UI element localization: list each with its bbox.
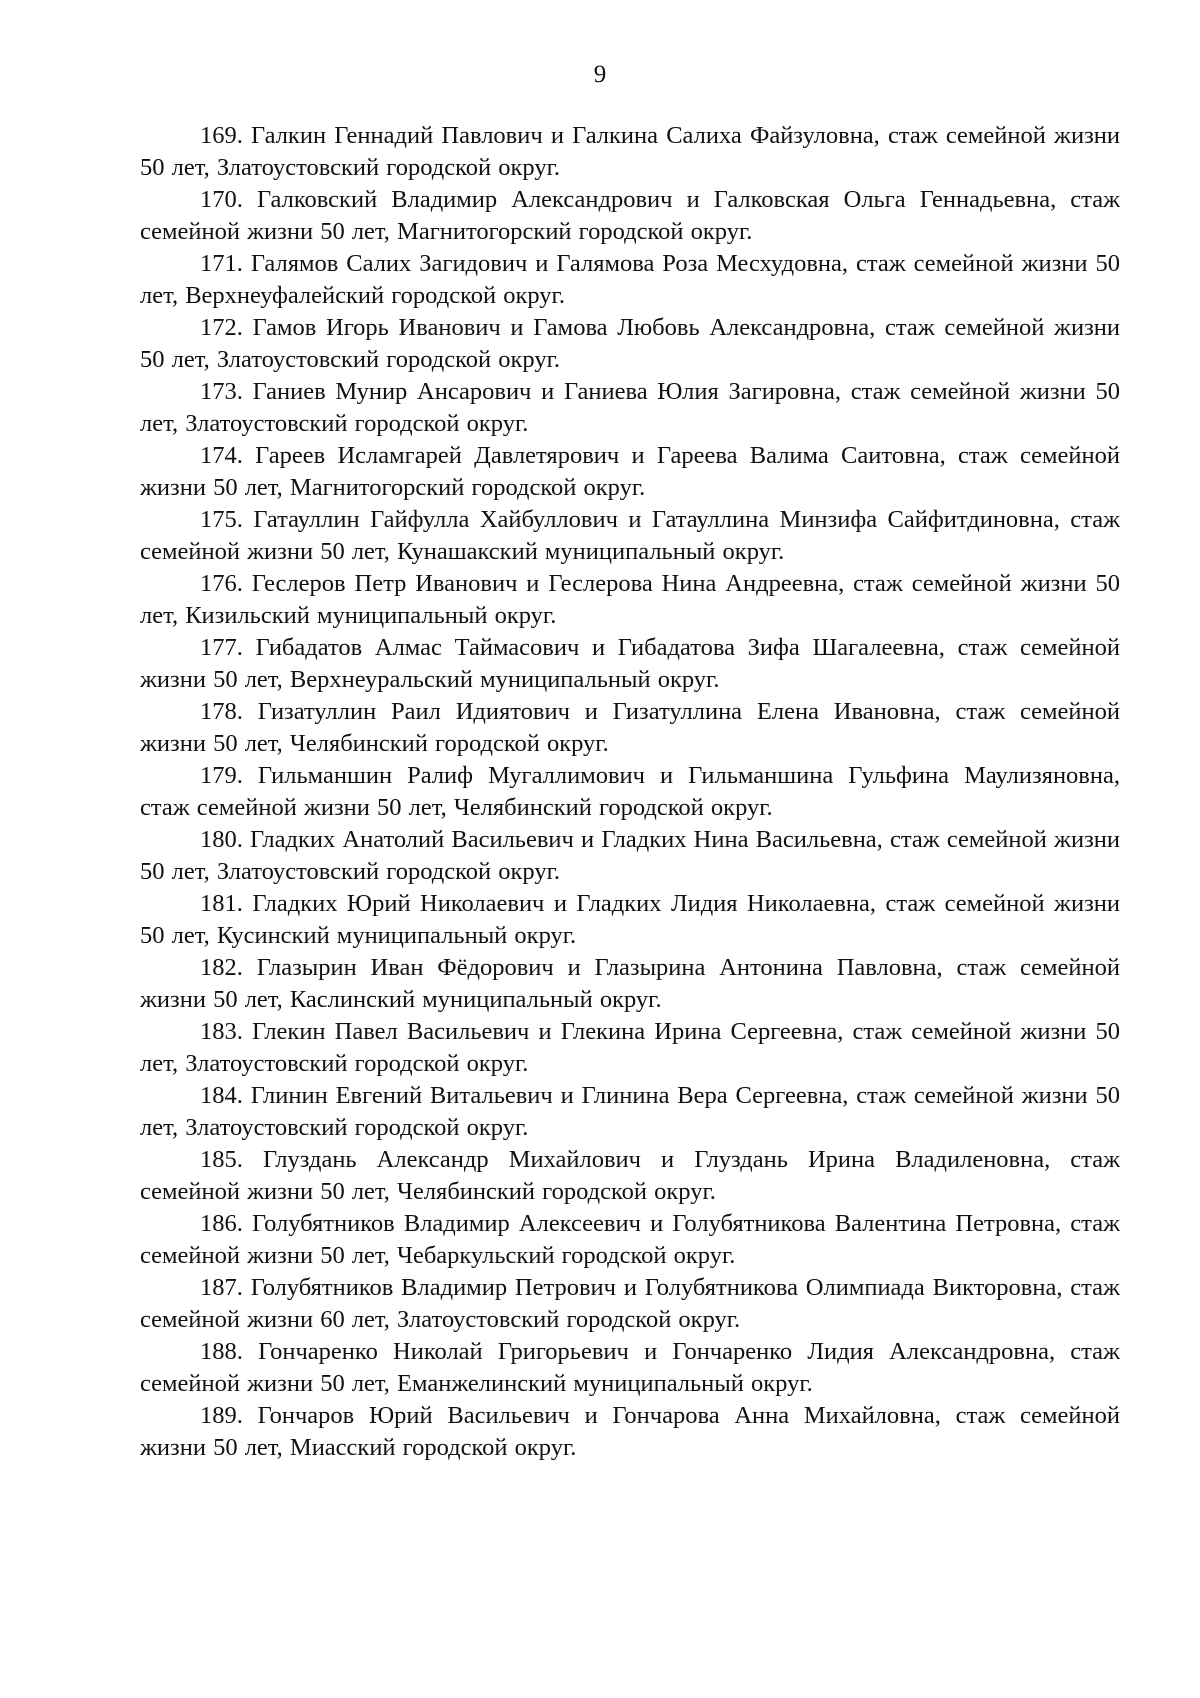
entry-list (140, 120, 1120, 1464)
list-item: 176. Геслеров Петр Иванович и Геслерова Нина Андреевна, стаж семейной жизни 50 лет, Кизильский муниципальный округ. (140, 570, 1120, 629)
list-item: 183. Глекин Павел Васильевич и Глекина Ирина Сергеевна, стаж семейной жизни 50 лет, Златоустовский городской округ. (140, 1018, 1120, 1077)
list-item: 189. Гончаров Юрий Васильевич и Гончарова Анна Михайловна, стаж семейной жизни 50 лет, Миасский городской округ. (140, 1402, 1120, 1461)
list-item: 186. Голубятников Владимир Алексеевич и Голубятникова Валентина Петровна, стаж семейной жизни 50 лет, Чебаркульский городской округ. (140, 1210, 1120, 1269)
list-item: 179. Гильманшин Ралиф Мугаллимович и Гильманшина Гульфина Маулизяновна, стаж семейной жизни 50 лет, Челябинский городской округ. (140, 762, 1120, 821)
list-item: 170. Галковский Владимир Александрович и Галковская Ольга Геннадьевна, стаж семейной жизни 50 лет, Магнитогорский городской округ. (140, 186, 1120, 245)
list-item: 172. Гамов Игорь Иванович и Гамова Любовь Александровна, стаж семейной жизни 50 лет, Златоустовский городской округ. (140, 314, 1120, 373)
list-item: 175. Гатауллин Гайфулла Хайбуллович и Гатауллина Минзифа Сайфитдиновна, стаж семейной жизни 50 лет, Кунашакский муниципальный округ. (140, 506, 1120, 565)
list-item: 188. Гончаренко Николай Григорьевич и Гончаренко Лидия Александровна, стаж семейной жизни 50 лет, Еманжелинский муниципальный округ. (140, 1338, 1120, 1397)
list-item: 181. Гладких Юрий Николаевич и Гладких Лидия Николаевна, стаж семейной жизни 50 лет, Кусинский муниципальный округ. (140, 890, 1120, 949)
list-item: 184. Глинин Евгений Витальевич и Глинина Вера Сергеевна, стаж семейной жизни 50 лет, Златоустовский городской округ. (140, 1082, 1120, 1141)
list-item: 173. Ганиев Мунир Ансарович и Ганиева Юлия Загировна, стаж семейной жизни 50 лет, Златоустовский городской округ. (140, 378, 1120, 437)
list-item: 177. Гибадатов Алмас Таймасович и Гибадатова Зифа Шагалеевна, стаж семейной жизни 50 лет, Верхнеуральский муниципальный округ. (140, 634, 1120, 693)
list-item: 178. Гизатуллин Раил Идиятович и Гизатуллина Елена Ивановна, стаж семейной жизни 50 лет, Челябинский городской округ. (140, 698, 1120, 757)
page-number: 9 (593, 61, 607, 88)
list-item: 182. Глазырин Иван Фёдорович и Глазырина Антонина Павловна, стаж семейной жизни 50 лет, Каслинский муниципальный округ. (140, 954, 1120, 1013)
list-item: 174. Гареев Исламгарей Давлетярович и Гареева Валима Саитовна, стаж семейной жизни 50 лет, Магнитогорский городской округ. (140, 442, 1120, 501)
list-item: 171. Галямов Салих Загидович и Галямова Роза Месхудовна, стаж семейной жизни 50 лет, Верхнеуфалейский городской округ. (140, 250, 1120, 309)
list-item: 185. Глуздань Александр Михайлович и Глуздань Ирина Владиленовна, стаж семейной жизни 50 лет, Челябинский городской округ. (140, 1146, 1120, 1205)
list-item: 180. Гладких Анатолий Васильевич и Гладких Нина Васильевна, стаж семейной жизни 50 лет, Златоустовский городской округ. (140, 826, 1120, 885)
list-item: 169. Галкин Геннадий Павлович и Галкина Салиха Файзуловна, стаж семейной жизни 50 лет, Златоустовский городской округ. (140, 122, 1120, 181)
list-item: 187. Голубятников Владимир Петрович и Голубятникова Олимпиада Викторовна, стаж семейной жизни 60 лет, Златоустовский городской округ. (140, 1274, 1120, 1333)
